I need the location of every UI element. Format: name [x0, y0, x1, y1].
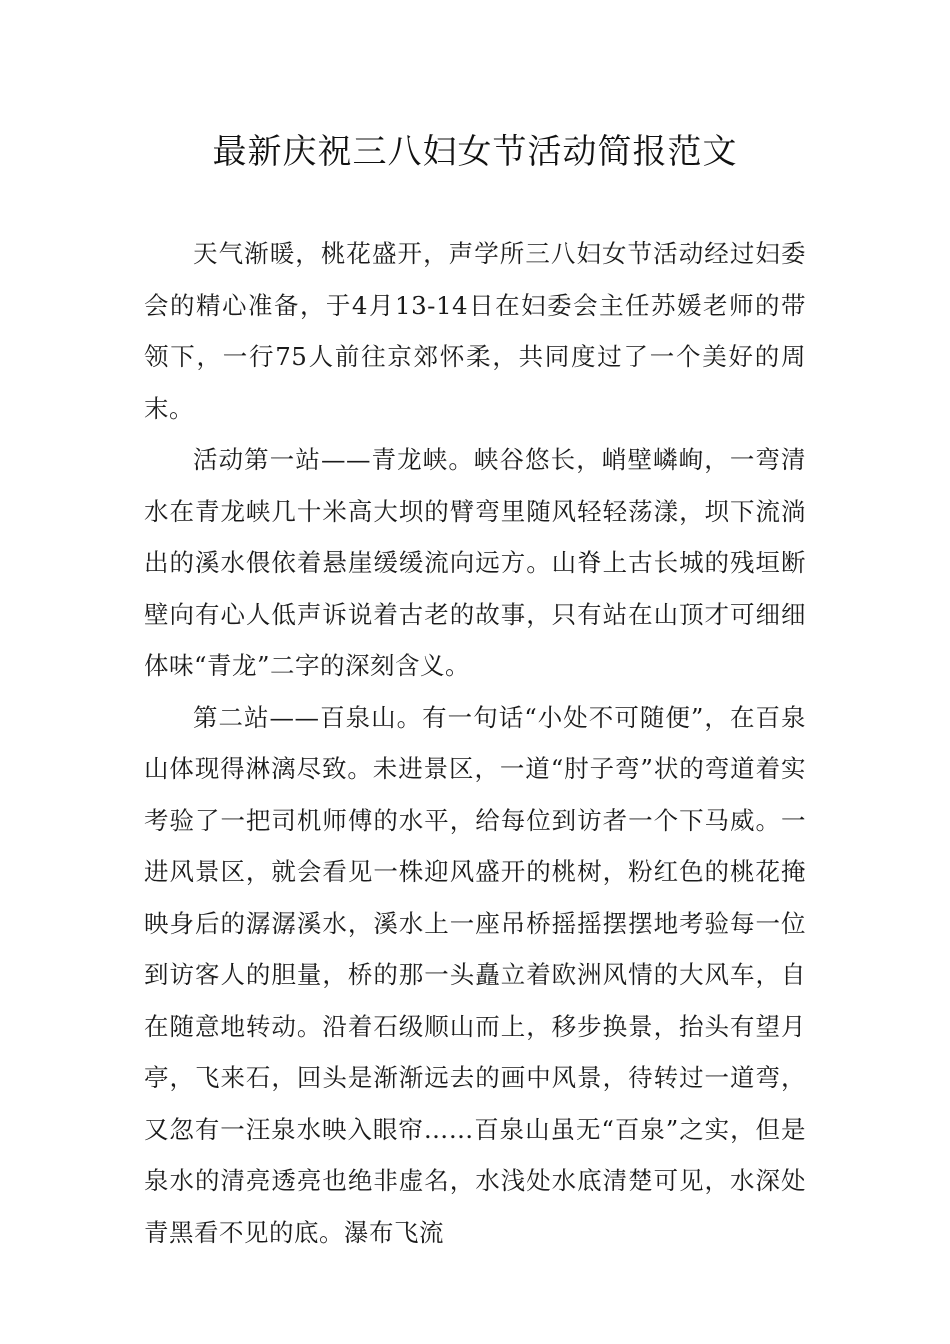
- paragraph-intro: 天气渐暖，桃花盛开，声学所三八妇女节活动经过妇委会的精心准备，于4月13-14日在妇委会主任苏媛老师的带领下，一行75人前往京郊怀柔，共同度过了一个美好的周末。: [144, 239, 806, 423]
- paragraph-first-stop: 活动第一站——青龙峡。峡谷悠长，峭壁嶙峋，一弯清水在青龙峡几十米高大坝的臂弯里随风轻轻荡漾，坝下流淌出的溪水偎依着悬崖缓缓流向远方。山脊上古长城的残垣断壁向有心人低声诉说着古老的故事，只有站在山顶才可细细体味“青龙”二字的深刻含义。: [144, 445, 806, 680]
- document-body: [144, 228, 806, 1258]
- document-title: 最新庆祝三八妇女节活动简报范文: [212, 132, 738, 172]
- paragraph-second-stop: 第二站——百泉山。有一句话“小处不可随便”，在百泉山体现得淋漓尽致。未进景区，一道“肘子弯”状的弯道着实考验了一把司机师傅的水平，给每位到访者一个下马威。一进风景区，就会看见一株迎风盛开的桃树，粉红色的桃花掩映身后的潺潺溪水，溪水上一座吊桥摇摇摆摆地考验每一位到访客人的胆量，桥的那一头矗立着欧洲风情的大风车，自在随意地转动。沿着石级顺山而上，移步换景，抬头有望月亭，飞来石，回头是渐渐远去的画中风景，待转过一道弯，又忽有一汪泉水映入眼帘……百泉山虽无“百泉”之实，但是泉水的清亮透亮也绝非虚名，水浅处水底清楚可见，水深处青黑看不见的底。瀑布飞流: [144, 702, 806, 1247]
